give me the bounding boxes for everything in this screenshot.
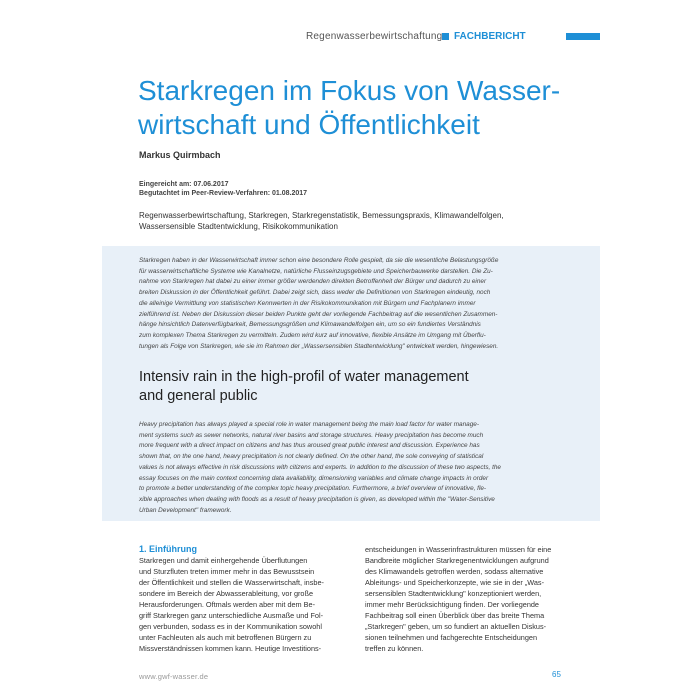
abstract-line: Starkregen haben in der Wasserwirtschaft immer schon eine besondere Rolle gespielt, da sie die wesentliche Belastungsgröße xyxy=(139,257,499,264)
body-line: Bandbreite möglicher Starkregenentwicklungen aufgrund xyxy=(365,556,549,565)
body-line: des Klimawandels getroffen werden, sodass alternative xyxy=(365,567,544,576)
abstract-line: hänge hinsichtlich Datenverfügbarkeit, Bemessungsgrößen und Klimawandelfolgen ein, um so ein fundiertes Verständnis xyxy=(139,321,481,329)
body-line: sersensiblen Stadtentwicklung" konzeptioniert werden, xyxy=(365,589,542,598)
section-heading: 1. Einführung xyxy=(139,544,197,554)
title-line: wirtschaft und Öffentlichkeit xyxy=(138,109,480,140)
english-abstract xyxy=(139,420,591,516)
header-section-label: FACHBERICHT xyxy=(454,31,526,42)
abstract-line: values is not always effective in risk discussions with citizens and experts. In addition to the discussion of these two aspects, the xyxy=(139,463,501,471)
review-dates xyxy=(139,180,307,198)
body-column-left xyxy=(139,544,365,654)
header-square-marker xyxy=(442,33,449,40)
abstract-line: to promote a better understanding of the complex topic heavy precipitation. Furthermore, a brief overview of innovative, fle- xyxy=(139,485,487,493)
body-line: „Starkregen" geben, um so fundiert an aktuellen Diskus- xyxy=(365,622,547,631)
abstract-line: breiten Diskussion in der Öffentlichkeit geführt. Dabei zeigt sich, dass weder die Definitionen von Starkregen eindeutig, noch xyxy=(139,289,491,297)
page-number: 65 xyxy=(552,670,561,679)
abstract-line: shown that, on the one hand, heavy precipitation is not clearly defined. On the other hand, the sole conveying of statistical xyxy=(139,453,484,461)
abstract-line: zum komplexen Thema Starkregen zu vermitteln. Zudem wird kurz auf innovative, flexible Ansätze im Umgang mit Überflu- xyxy=(139,331,486,339)
keywords xyxy=(139,210,589,232)
body-line: immer mehr Berücksichtigung finden. Der vorliegende xyxy=(365,600,539,609)
footer-url: www.gwf-wasser.de xyxy=(139,672,209,681)
body-line: sondere im Bereich der Abwasserableitung, vor große xyxy=(139,589,313,598)
english-title-line: and general public xyxy=(139,388,258,404)
abstract-line: zielführend ist. Neben der Diskussion dieser beiden Punkte geht der vorliegende Fachbeitrag auf die wesentlichen Zusammen- xyxy=(139,310,498,318)
german-abstract xyxy=(139,256,591,352)
abstract-line: Heavy precipitation has always played a special role in water management being the main load factor for water manage- xyxy=(139,421,479,428)
body-line: Fachbeitrag soll einen Überblick über das breite Thema xyxy=(365,611,545,620)
abstract-line: tungen als Folge von Starkregen, wie sie im Rahmen der „Wassersensiblen Stadtentwicklung" entwickelt werden, hingewiesen. xyxy=(139,342,499,350)
body-line: gen verbunden, sodass es in der Kommunikation sowohl xyxy=(139,622,322,631)
body-column-right xyxy=(365,544,591,654)
body-line: Ableitungs- und Speicherkonzepte, wie sie in der „Was- xyxy=(365,578,544,587)
author-name: Markus Quirmbach xyxy=(139,150,221,160)
header-rubric: Regenwasserbewirtschaftung xyxy=(306,31,443,42)
english-title xyxy=(139,368,599,406)
body-line: entscheidungen in Wasserinfrastrukturen müssen für eine xyxy=(365,545,552,554)
title-line: Starkregen im Fokus von Wasser- xyxy=(138,75,561,106)
body-line: treffen zu können. xyxy=(365,644,424,653)
body-line: der Öffentlichkeit und stellen die Wasserwirtschaft, insbe- xyxy=(139,578,324,587)
body-line: Herausforderungen. Oftmals werden aber mit dem Be- xyxy=(139,600,316,609)
abstract-line: ment systems such as sewer networks, natural river basins and storage structures. Heavy precipitation has become much xyxy=(139,431,484,439)
abstract-line: xible approaches when dealing with floods as a result of heavy precipitation is given, as developed within the "Water-Sensitive xyxy=(139,495,495,503)
abstract-line: Urban Development" framework. xyxy=(139,506,232,514)
header-accent-bar xyxy=(566,33,600,40)
reviewed-date: Begutachtet im Peer-Review-Verfahren: 01.08.2017 xyxy=(139,190,308,197)
abstract-line: die alleinige Vermittlung von statistischen Kennwerten in der Risikokommunikation mit Bürgern und Fachplanern immer xyxy=(139,299,476,307)
abstract-line: für wasserwirtschaftliche Systeme wie Kanalnetze, natürliche Flusseinzugsgebiete und Speicherbauwerke darstellen. Die Zu- xyxy=(139,267,493,275)
abstract-line: essay focuses on the main context concerning data availability, dimensioning variables and climate change impacts in order xyxy=(139,474,489,482)
keywords-line: Wassersensible Stadtentwicklung, Risikokommunikation xyxy=(139,222,338,231)
submitted-date: Eingereicht am: 07.06.2017 xyxy=(139,181,229,188)
body-line: griff Starkregen ganz unterschiedliche Ausmaße und Fol- xyxy=(139,611,324,620)
body-line: Starkregen und damit einhergehende Überflutungen xyxy=(139,556,308,565)
body-line: unter Fachleuten als auch mit betroffenen Bürgern zu xyxy=(139,633,312,642)
english-title-line: Intensiv rain in the high-profil of water management xyxy=(139,369,469,385)
abstract-line: nahme von Starkregen hat dabei zu einer immer größer werdenden direkten Betroffenheit der Bürger und dadurch zu einer xyxy=(139,278,487,286)
body-line: sionen teilnehmen und fachgerechte Entscheidungen xyxy=(365,633,538,642)
abstract-line: more frequent with a direct impact on citizens and has thus aroused great public interest and discussion. Experience has xyxy=(139,442,480,450)
body-line: und Sturzfluten treten immer mehr in das Bewusstsein xyxy=(139,567,315,576)
body-line: Missverständnissen kommen kann. Heutige Investitions- xyxy=(139,644,322,653)
keywords-line: Regenwasserbewirtschaftung, Starkregen, Starkregenstatistik, Bemessungspraxis, Klimawandelfolgen, xyxy=(139,211,504,220)
article-title xyxy=(138,74,608,142)
